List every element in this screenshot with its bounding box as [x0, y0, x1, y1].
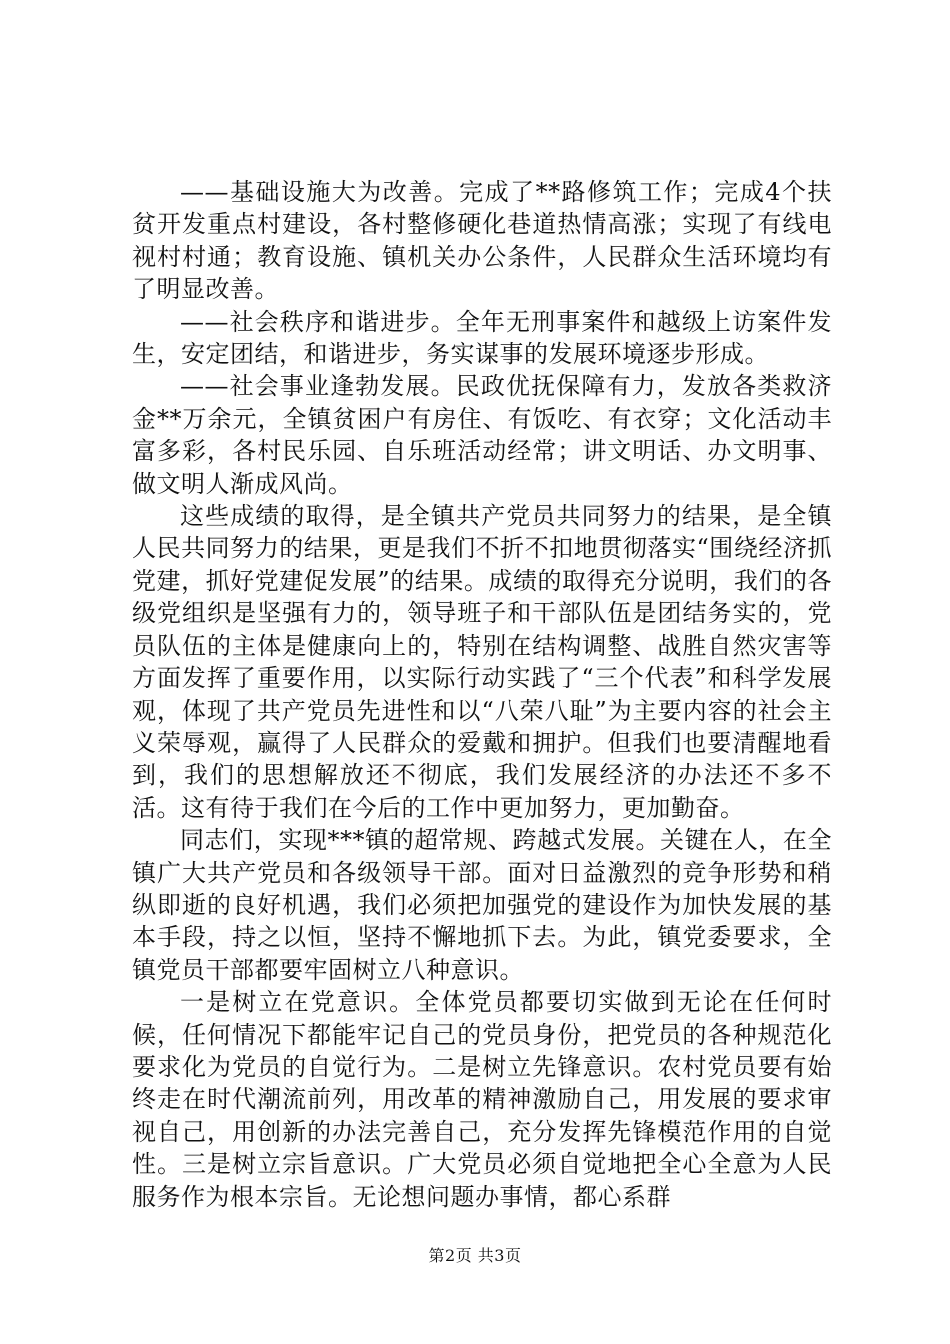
paragraph-social-undertakings: ——社会事业逢勃发展。民政优抚保障有力，发放各类救济金**万余元，全镇贫困户有房住、有饭吃、有衣穿；文化活动丰富多彩，各村民乐园、自乐班活动经常；讲文明话、办文明事、做文明人渐成风尚。: [132, 372, 832, 498]
document-body: [132, 176, 832, 1213]
paragraph-comrades: 同志们，实现***镇的超常规、跨越式发展。关键在人，在全镇广大共产党员和各级领导干部。面对日益激烈的竞争形势和稍纵即逝的良好机遇，我们必须把加强党的建设作为加快发展的基本手段，持之以恒，坚持不懈地抓下去。为此，镇党委要求，全镇党员干部都要牢固树立八种意识。: [132, 826, 832, 984]
paragraph-infrastructure: ——基础设施大为改善。完成了**路修筑工作；完成4个扶贫开发重点村建设，各村整修硬化巷道热情高涨；实现了有线电视村村通；教育设施、镇机关办公条件，人民群众生活环境均有了明显改善。: [132, 178, 832, 304]
paragraph-social-order: ——社会秩序和谐进步。全年无刑事案件和越级上访案件发生，安定团结，和谐进步，务实谋事的发展环境逐步形成。: [132, 307, 832, 369]
page-number-footer: 第2页 共3页: [428, 1246, 522, 1265]
paragraph-achievements: 这些成绩的取得，是全镇共产党员共同努力的结果，是全镇人民共同努力的结果，更是我们不折不扣地贯彻落实“围绕经济抓党建，抓好党建促发展”的结果。成绩的取得充分说明，我们的各级党组织是坚强有力的，领导班子和干部队伍是团结务实的，党员队伍的主体是健康向上的，特别在结构调整、战胜自然灾害等方面发挥了重要作用，以实际行动实践了“三个代表”和科学发展观，体现了共产党员先进性和以“八荣八耻”为主要内容的社会主义荣辱观，赢得了人民群众的爱戴和拥护。但我们也要清醒地看到，我们的思想解放还不彻底，我们发展经济的办法还不多不活。这有待于我们在今后的工作中更加努力，更加勤奋。: [132, 502, 832, 822]
paragraph-eight-awareness: 一是树立在党意识。全体党员都要切实做到无论在任何时候，任何情况下都能牢记自己的党员身份，把党员的各种规范化要求化为党员的自觉行为。二是树立先锋意识。农村党员要有始终走在时代潮流前列，用改革的精神激励自己，用发展的要求审视自己，用创新的办法完善自己，充分发挥先锋模范作用的自觉性。三是树立宗旨意识。广大党员必须自觉地把全心全意为人民服务作为根本宗旨。无论想问题办事情，都心系群: [132, 988, 832, 1211]
